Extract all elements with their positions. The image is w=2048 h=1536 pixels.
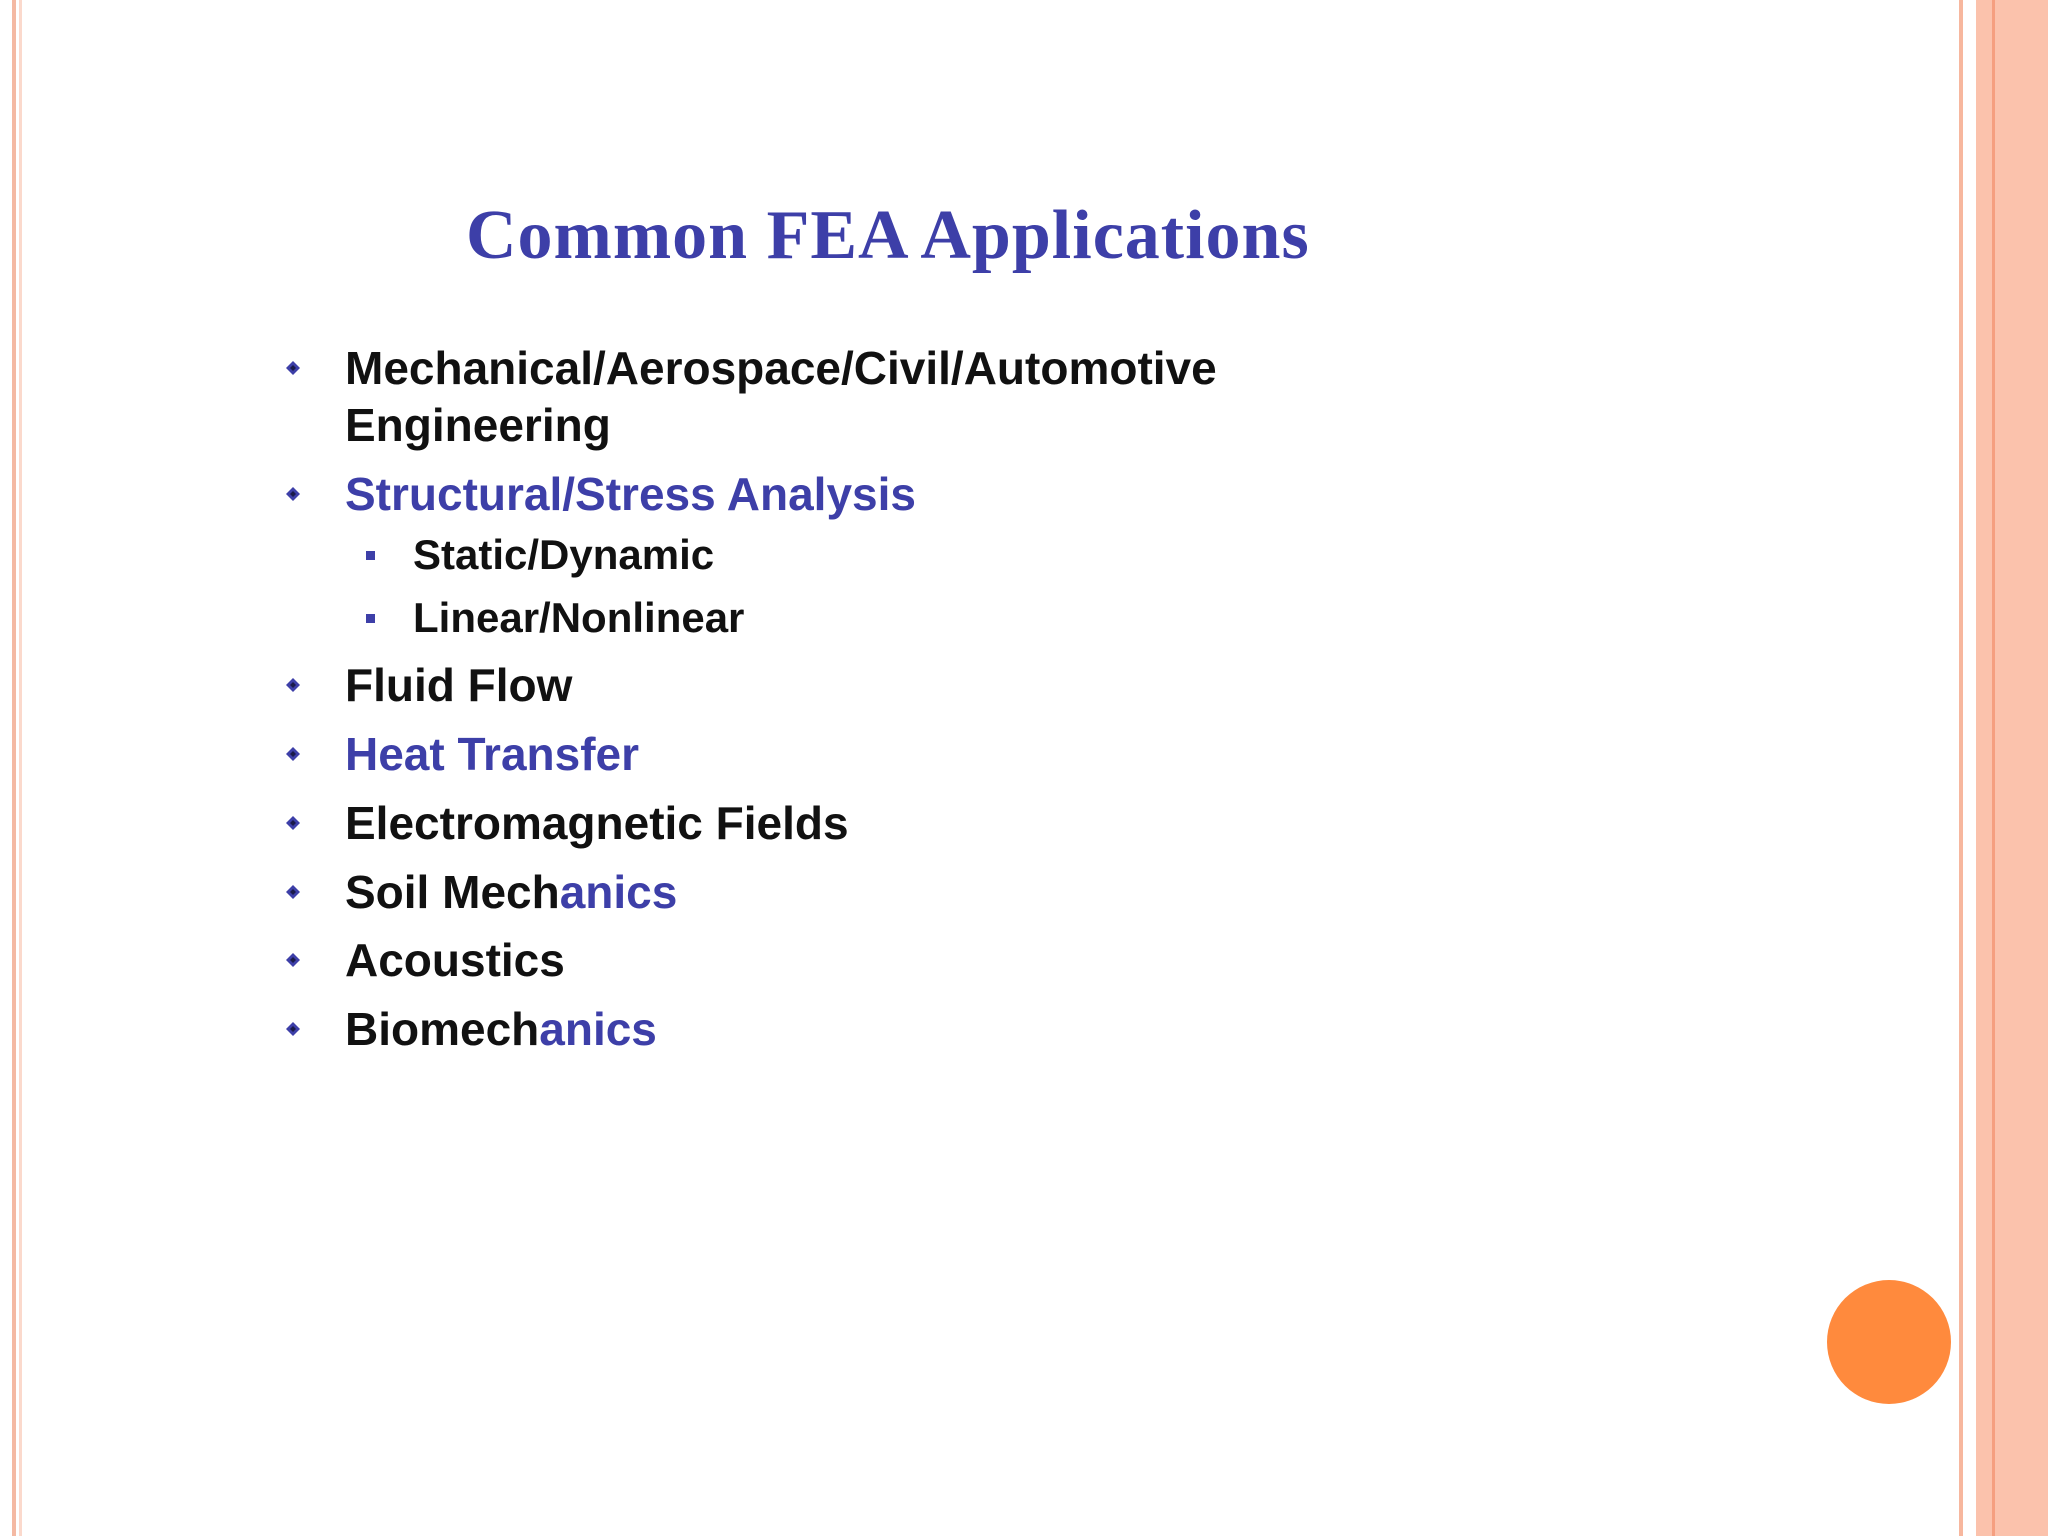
right-border-band-line xyxy=(1992,0,1995,1536)
diamond-bullet-icon xyxy=(286,747,300,761)
list-item-label: Mechanical/Aerospace/Civil/Automotive xyxy=(345,342,1217,394)
list-item xyxy=(282,466,1482,523)
diamond-bullet-icon xyxy=(286,1022,300,1036)
list-item-label: Fluid Flow xyxy=(345,659,573,711)
list-item xyxy=(282,932,1482,989)
list-item-label-continued: Engineering xyxy=(345,399,611,451)
list-item-label-accent: anics xyxy=(559,866,678,918)
diamond-bullet-icon xyxy=(286,487,300,501)
orange-circle-decoration xyxy=(1827,1280,1951,1404)
square-bullet-icon xyxy=(366,551,375,560)
list-item xyxy=(282,1001,1482,1058)
list-item-label: Heat Transfer xyxy=(345,728,640,780)
list-item-label: Structural/Stress Analysis xyxy=(345,468,916,520)
list-item xyxy=(282,795,1482,852)
sub-list-item xyxy=(282,523,1482,586)
diamond-bullet-icon xyxy=(286,885,300,899)
list-item-label: Soil Mech xyxy=(345,866,560,918)
right-border-band xyxy=(1976,0,2048,1536)
sub-list-item xyxy=(282,586,1482,649)
list-item-label-accent: anics xyxy=(539,1003,657,1055)
list-item xyxy=(282,726,1482,783)
diamond-bullet-icon xyxy=(286,678,300,692)
diamond-bullet-icon xyxy=(286,816,300,830)
left-border-stripe xyxy=(12,0,16,1536)
right-border-line xyxy=(1959,0,1963,1536)
list-item xyxy=(282,864,1482,921)
list-item-label: Biomech xyxy=(345,1003,540,1055)
diamond-bullet-icon xyxy=(286,953,300,967)
list-item xyxy=(282,657,1482,714)
list-item-label: Electromagnetic Fields xyxy=(345,797,849,849)
list-item xyxy=(282,340,1482,454)
slide-title: Common FEA Applications xyxy=(466,197,1310,274)
list-item-label: Acoustics xyxy=(345,934,565,986)
sub-list-item-label: Linear/Nonlinear xyxy=(413,594,745,641)
left-border-stripe-inner xyxy=(19,0,22,1536)
sub-list-item-label: Static/Dynamic xyxy=(413,531,715,578)
diamond-bullet-icon xyxy=(286,361,300,375)
square-bullet-icon xyxy=(366,614,375,623)
bullet-list xyxy=(282,340,1482,1058)
